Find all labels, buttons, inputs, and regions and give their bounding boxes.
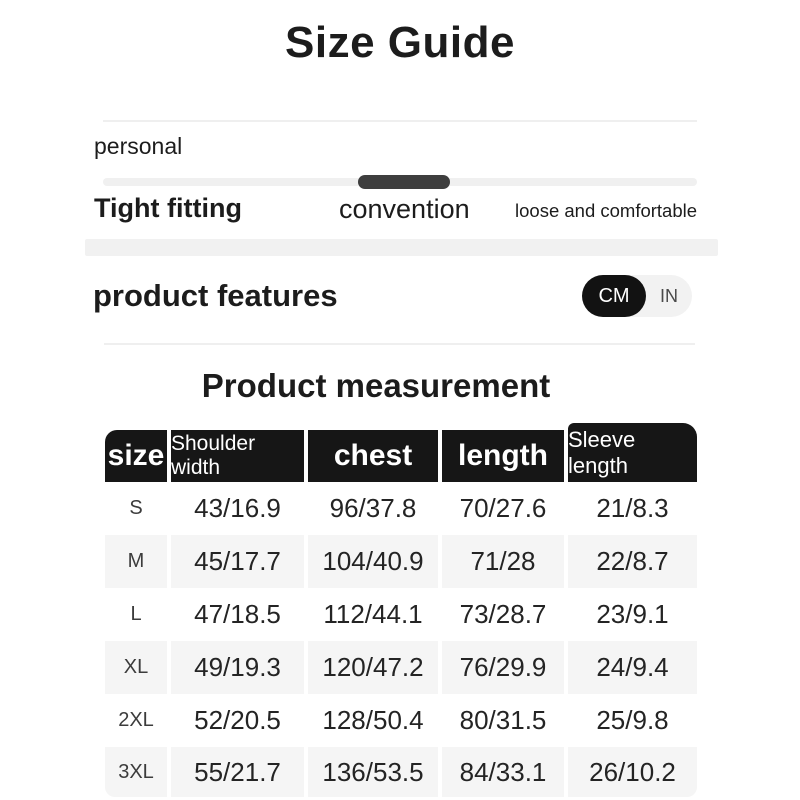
column-header-length: length [442,430,568,482]
value-cell: 112/44.1 [308,588,442,641]
value-cell: 49/19.3 [171,641,308,694]
size-cell: XL [105,641,171,694]
measurement-table [105,426,697,797]
value-cell: 120/47.2 [308,641,442,694]
value-cell: 76/29.9 [442,641,568,694]
page-title: Size Guide [285,18,515,67]
table-row [105,482,697,535]
divider [104,343,695,345]
value-cell: 96/37.8 [308,482,442,535]
size-cell: L [105,588,171,641]
value-cell: 25/9.8 [596,705,669,735]
value-cell: 84/33.1 [442,747,568,797]
size-cell: S [105,482,171,535]
column-header-sleeve-length: Sleeve length [568,423,697,482]
value-cell: 136/53.5 [308,747,442,797]
value-cell: 52/20.5 [171,694,308,747]
unit-option-cm[interactable]: CM [582,275,646,317]
value-cell: 104/40.9 [308,535,442,588]
fit-option-convention[interactable]: convention [339,194,470,224]
product-measurement-title: Product measurement [201,367,551,404]
value-cell: 128/50.4 [308,694,442,747]
value-cell: 71/28 [442,535,568,588]
table-row [105,641,697,694]
section-divider-band [85,239,718,256]
size-cell: 2XL [105,694,171,747]
value-cell: 73/28.7 [442,588,568,641]
divider [103,120,697,122]
table-row [105,535,697,588]
table-header-row [105,426,697,482]
fit-slider-track[interactable] [103,178,697,186]
fit-option-loose-and-comfortable[interactable]: loose and comfortable [515,200,698,221]
size-cell: 3XL [105,747,171,797]
column-header-chest: chest [308,430,442,482]
value-cell: 23/9.1 [596,599,669,629]
product-features-title: product features [93,278,338,313]
value-cell: 24/9.4 [596,652,669,682]
value-cell: 45/17.7 [171,535,308,588]
value-cell: 21/8.3 [596,493,669,523]
value-cell: 43/16.9 [171,482,308,535]
unit-toggle[interactable] [582,275,692,317]
column-header-size: size [105,430,171,482]
value-cell: 22/8.7 [596,546,669,576]
table-row [105,747,697,797]
personal-label: personal [94,133,183,159]
value-cell: 55/21.7 [171,747,308,797]
table-row [105,588,697,641]
fit-slider-thumb[interactable] [358,175,450,189]
value-cell: 47/18.5 [171,588,308,641]
unit-option-in[interactable]: IN [660,285,678,306]
size-cell: M [105,535,171,588]
column-header-shoulder-width: Shoulder width [171,430,308,482]
fit-option-tight-fitting[interactable]: Tight fitting [94,193,242,223]
value-cell: 80/31.5 [442,694,568,747]
table-row [105,694,697,747]
value-cell: 26/10.2 [589,756,676,787]
value-cell: 70/27.6 [442,482,568,535]
